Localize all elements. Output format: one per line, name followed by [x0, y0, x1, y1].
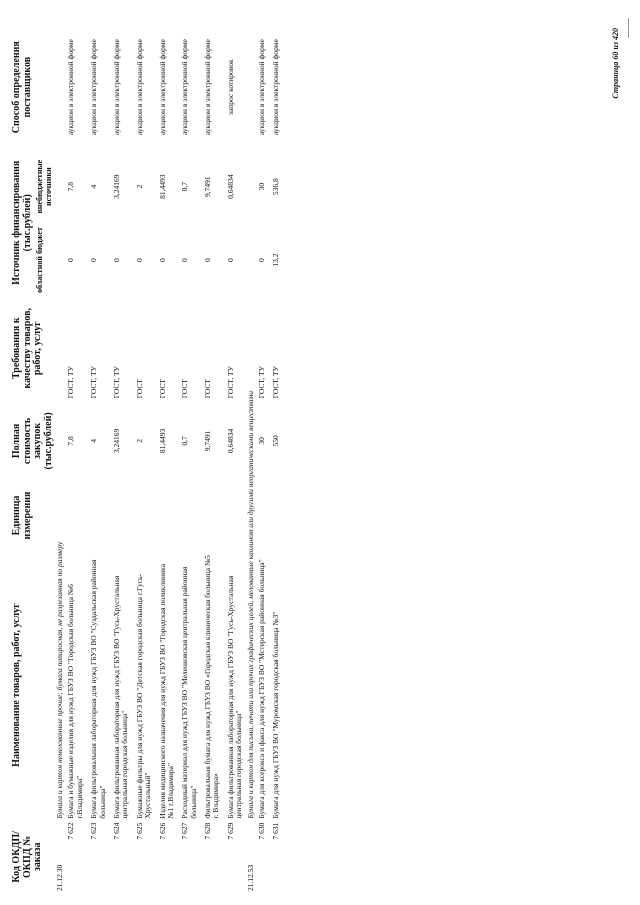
funding-regional: 0 — [180, 258, 190, 262]
item-unit — [64, 482, 87, 550]
header-name: Наименование товаров, работ, услуг — [11, 603, 22, 767]
funding-extra: 30 — [257, 182, 267, 191]
item-unit — [178, 482, 201, 550]
item-cost: 9,7491 — [203, 430, 213, 452]
item-name: Изделия медицинского назначения для нужд ГБУЗ ВО "Городская поликлиника №1 г.Владимира" — [157, 563, 175, 819]
table-row — [133, 25, 156, 893]
header-funding-regional: областной бюджет — [35, 227, 45, 294]
item-cost: 0,7 — [180, 436, 190, 446]
category-code: 21.12.53 — [245, 864, 255, 891]
item-method: аукцион в электронной форме — [111, 39, 121, 136]
header-cost: Полная стоимость закупок (тыс.рублей) — [11, 412, 54, 470]
item-unit — [133, 482, 156, 550]
order-number: 7 624 — [111, 822, 121, 840]
table-body — [56, 25, 284, 893]
header-quality: Требования к качеству товаров, работ, услуг — [11, 308, 43, 389]
item-cost: 81,4493 — [157, 428, 167, 454]
procurement-table — [12, 25, 284, 893]
item-method: аукцион в электронной форме — [203, 39, 213, 136]
item-quality: ГОСТ — [180, 378, 190, 399]
item-quality: ГОСТ, ТУ — [257, 366, 267, 399]
table-row — [110, 25, 133, 893]
item-cost: 30 — [257, 437, 267, 445]
scan-edge-mark — [628, 18, 629, 38]
category-title: Бумага и картон для письма, печати или прочих графических целей, мелованные каолином или другими неорганическими веществами — [245, 390, 255, 819]
table-row — [224, 25, 247, 893]
item-cost: 550 — [271, 435, 281, 447]
order-number: 7 627 — [180, 822, 190, 840]
item-name: Бумага для ксерокса и факса для нужд ГБУЗ ВО "Мстерская районная больница" — [257, 559, 267, 819]
item-method: аукцион в электронной форме — [134, 39, 144, 136]
funding-regional: 0 — [89, 258, 99, 262]
funding-extra: 4 — [89, 184, 99, 189]
item-name: Бумажные фильтры для нужд ГБУЗ ВО "Детская городская больница г.Гусь-Хрустальный" — [134, 573, 153, 819]
item-quality: ГОСТ, ТУ — [111, 366, 121, 399]
order-number: 7 629 — [225, 822, 235, 840]
item-cost: 2 — [134, 439, 144, 443]
order-number: 7 628 — [203, 822, 213, 840]
funding-regional: 0 — [111, 258, 121, 262]
item-name: Расходный материал для нужд ГБУЗ ВО "Меленковская центральная районная больница" — [180, 566, 198, 819]
item-method: аукцион в электронной форме — [157, 39, 167, 136]
item-cost: 7,8 — [66, 436, 76, 446]
table-row — [201, 25, 224, 893]
item-method: запрос котировок — [225, 59, 235, 116]
header-unit: Единица измерения — [11, 491, 33, 540]
item-cost: 3,24169 — [111, 428, 121, 454]
item-method: аукцион в электронной форме — [180, 39, 190, 136]
item-unit — [201, 482, 224, 550]
item-method: аукцион в электронной форме — [89, 39, 99, 136]
item-name: Бумага для нужд ГБУЗ ВО "Муромская городская больница №3" — [271, 611, 281, 819]
item-quality: ГОСТ, ТУ — [271, 366, 281, 399]
table-row — [87, 25, 110, 893]
item-unit — [156, 482, 179, 550]
category-row — [56, 25, 64, 893]
table-row — [255, 25, 269, 893]
funding-extra: 9,7491 — [203, 176, 213, 197]
order-number: 7 626 — [157, 822, 167, 840]
funding-extra: 0,64834 — [225, 174, 235, 199]
table-row — [178, 25, 201, 893]
item-method: аукцион в электронной форме — [271, 39, 281, 136]
order-number: 7 623 — [89, 822, 99, 840]
header-funding-extra: внебюджетные источники — [35, 159, 53, 214]
funding-regional: 0 — [134, 258, 144, 262]
table-row — [64, 25, 87, 893]
item-unit — [255, 482, 269, 550]
funding-regional: 0 — [225, 258, 235, 262]
item-quality: ГОСТ, ТУ — [225, 366, 235, 399]
funding-regional: 0 — [157, 258, 167, 262]
order-number: 7 625 — [134, 822, 144, 840]
header-code: Код ОКДП/ ОКПД № заказа — [11, 831, 43, 883]
header-funding: Источник финансирования (тыс.рублей) — [11, 160, 33, 285]
item-method: аукцион в электронной форме — [66, 39, 76, 136]
item-cost: 4 — [89, 439, 99, 443]
table-header — [12, 25, 56, 893]
item-name: Бумага и бумажные изделия для нужд ГБУЗ ВО "Городская больница №6 г.Владимира" — [66, 584, 84, 819]
category-row — [247, 25, 255, 893]
item-name: Бумага фильтровальная лабораторная для нужд ГБУЗ ВО "Суздальская районная больница" — [89, 559, 107, 819]
funding-regional: 0 — [257, 258, 267, 262]
item-name: Бумага фильтрованная лабораторная для нужд ГБУЗ ВО "Гусь-Хрустальная центральная городская больница" — [225, 575, 244, 819]
page-number: Страница 60 из 420 — [611, 28, 620, 99]
funding-extra: 81,4493 — [157, 174, 167, 199]
category-code: 21.12.30 — [55, 864, 64, 891]
order-number: 7 630 — [257, 822, 267, 840]
item-unit — [87, 482, 110, 550]
item-name: Бумага фильтрованная лабораторная для нужд ГБУЗ ВО "Гусь-Хрустальная центральная городская больница" — [111, 575, 130, 819]
funding-extra: 0,7 — [180, 181, 190, 192]
item-quality: ГОСТ, ТУ — [89, 366, 99, 399]
item-quality: ГОСТ — [157, 378, 167, 399]
item-unit — [224, 482, 247, 550]
item-name: Фильтровальная бумага для нужд ГБУЗ ВО «Городская клиническая больница №5 г. Владимира» — [203, 555, 221, 819]
order-number: 7 631 — [271, 822, 281, 840]
category-title: Бумага и картон немелованные прочие; бумага папиросная, не разрезанная по размеру — [55, 541, 64, 819]
item-unit — [269, 482, 283, 550]
item-method: аукцион в электронной форме — [257, 39, 267, 136]
funding-extra: 2 — [134, 184, 144, 189]
funding-regional: 0 — [66, 258, 76, 262]
funding-regional: 13,2 — [271, 253, 281, 267]
item-quality: ГОСТ — [203, 378, 213, 399]
item-quality: ГОСТ, ТУ — [66, 366, 76, 399]
order-number: 7 622 — [66, 822, 76, 840]
header-method: Способ определения поставщиков — [11, 41, 33, 134]
funding-extra: 7,8 — [66, 181, 76, 192]
funding-regional: 0 — [203, 258, 213, 262]
funding-extra: 3,24169 — [111, 174, 121, 199]
table-row — [156, 25, 179, 893]
item-quality: ГОСТ — [134, 378, 144, 399]
table-row — [269, 25, 283, 893]
item-unit — [110, 482, 133, 550]
item-cost: 0,64834 — [225, 428, 235, 454]
funding-extra: 536,8 — [271, 178, 281, 196]
